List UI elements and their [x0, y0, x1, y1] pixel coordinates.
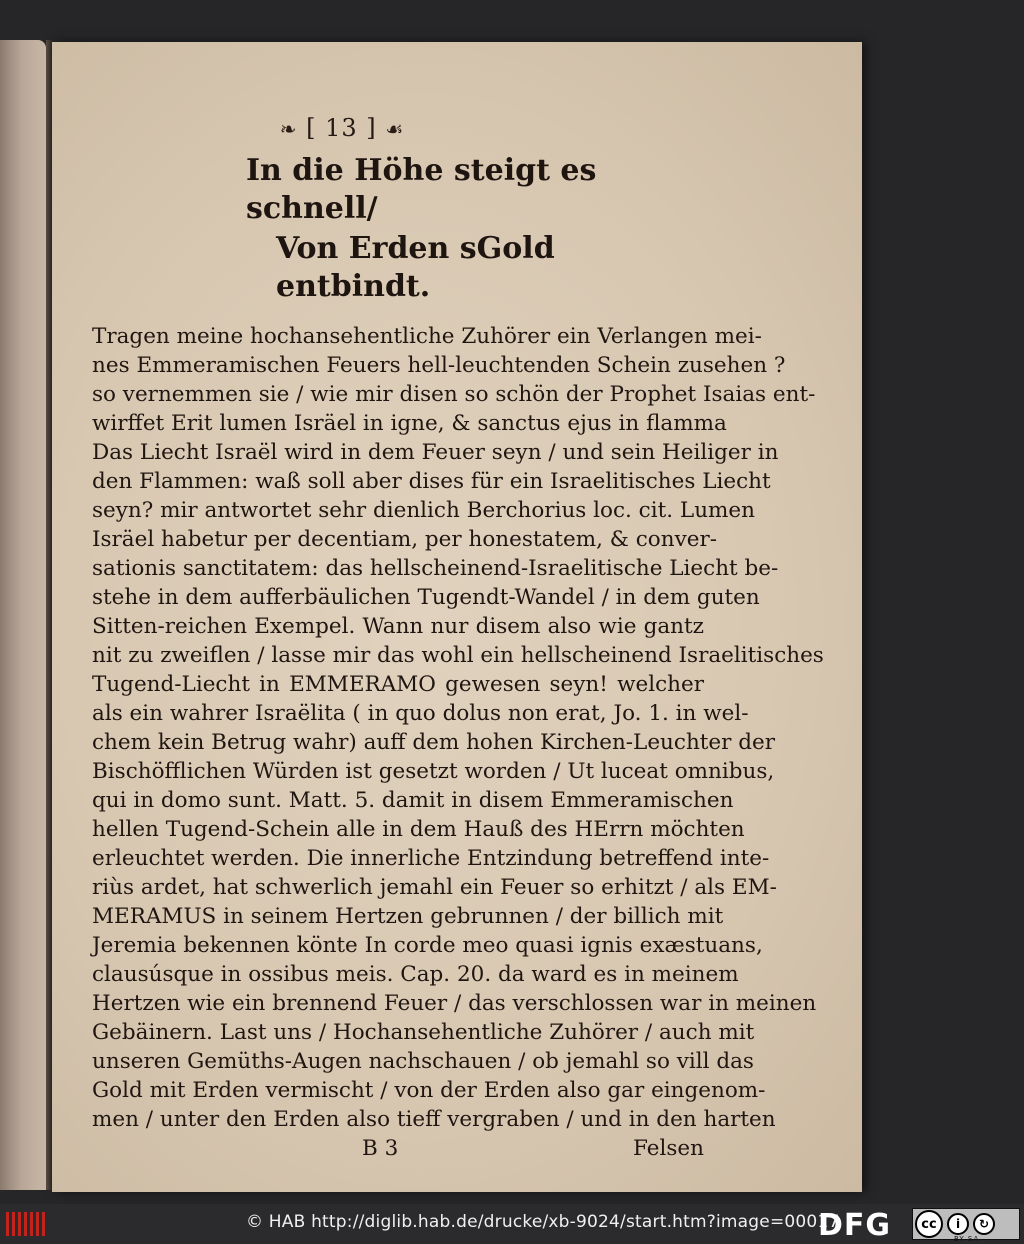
dfg-logo[interactable]: DFG — [818, 1208, 892, 1243]
text-line: Gold mit Erden vermischt / von der Erden also gar eingenom- — [92, 1078, 766, 1103]
text-line: nes Emmeramischen Feuers hell-leuchtenden Schein zusehen ? — [92, 353, 786, 378]
text-line: stehe in dem aufferbäulichen Tugendt-Wandel / in dem guten — [92, 585, 760, 610]
text-line: men / unter den Erden also tieff vergraben / und in den harten — [92, 1107, 776, 1132]
text-line: den Flammen: waß soll aber dises für ein Israelitisches Liecht — [92, 469, 771, 494]
viewer-footer-bar — [0, 1204, 1024, 1244]
signature-mark: B 3 — [362, 1136, 399, 1161]
text-line: als ein wahrer Israëlita ( in quo dolus non erat, Jo. 1. in wel- — [92, 701, 749, 726]
page-number-header — [162, 112, 522, 144]
text-line: wirffet Erit lumen Isräel in igne, & sanctus ejus in flamma — [92, 411, 727, 436]
text-line: unseren Gemüths-Augen nachschauen / ob jemahl so vill das — [92, 1049, 754, 1074]
text-line: erleuchtet werden. Die innerliche Entzindung betreffend inte- — [92, 846, 770, 871]
text-line: qui in domo sunt. Matt. 5. damit in disem Emmeramischen — [92, 788, 734, 813]
text-line: hellen Tugend-Schein alle in dem Hauß des HErrn möchten — [92, 817, 745, 842]
text-line: nit zu zweiflen / lasse mir das wohl ein hellscheinend Israelitisches — [92, 643, 824, 668]
text-line: Das Liecht Israël wird in dem Feuer seyn / und sein Heiliger in — [92, 440, 779, 465]
attribution-icon: i — [947, 1213, 969, 1235]
text-line: Jeremia bekennen könte In corde meo quasi ignis exæstuans, — [92, 933, 763, 958]
catchword: Felsen — [633, 1136, 704, 1161]
text-line: Hertzen wie ein brennend Feuer / das verschlossen war in meinen — [92, 991, 817, 1016]
text-line: Tragen meine hochansehentliche Zuhörer ein Verlangen mei- — [92, 324, 762, 349]
license-labels: BY SA — [954, 1235, 980, 1243]
book-page — [52, 42, 862, 1192]
text-line: Bischöfflichen Würden ist gesetzt worden / Ut luceat omnibus, — [92, 759, 775, 784]
title-line-2: Von Erden sGold entbindt. — [276, 231, 555, 304]
source-url-link[interactable]: © HAB http://diglib.hab.de/drucke/xb-9024/start.htm?image=00017 — [246, 1212, 840, 1232]
text-line: riùs ardet, hat schwerlich jemahl ein Feuer so erhitzt / als EM- — [92, 875, 777, 900]
text-line: seyn? mir antwortet sehr dienlich Berchorius loc. cit. Lumen — [92, 498, 755, 523]
page-footer — [92, 1136, 704, 1166]
body-text — [92, 322, 824, 1134]
text-line: chem kein Betrug wahr) auff dem hohen Kirchen-Leuchter der — [92, 730, 776, 755]
hab-logo-icon[interactable] — [6, 1210, 46, 1238]
text-line: Tugend-Liecht in EMMERAMO gewesen seyn! welcher — [92, 672, 704, 697]
text-line: Isräel habetur per decentiam, per honestatem, & conver- — [92, 527, 717, 552]
text-line: so vernemmen sie / wie mir disen so schön der Prophet Isaias ent- — [92, 382, 816, 407]
cc-icon: cc — [915, 1210, 943, 1238]
ornament-left-icon: ❧ — [279, 117, 298, 141]
page-number: [ 13 ] — [306, 114, 377, 142]
text-line: Sitten-reichen Exempel. Wann nur disem also wie gantz — [92, 614, 704, 639]
share-alike-icon: ↻ — [973, 1213, 995, 1235]
text-line: Gebäinern. Last uns / Hochansehentliche Zuhörer / auch mit — [92, 1020, 755, 1045]
ornament-right-icon: ☙ — [385, 117, 405, 141]
text-line: sationis sanctitatem: das hellscheinend-Israelitische Liecht be- — [92, 556, 779, 581]
text-line: MERAMUS in seinem Hertzen gebrunnen / der billich mit — [92, 904, 724, 929]
title-line-1: In die Höhe steigt es schnell/ — [246, 153, 597, 226]
previous-page-edge — [0, 40, 46, 1190]
page-content — [92, 112, 824, 1166]
text-line: clausúsque in ossibus meis. Cap. 20. da ward es in meinem — [92, 962, 739, 987]
